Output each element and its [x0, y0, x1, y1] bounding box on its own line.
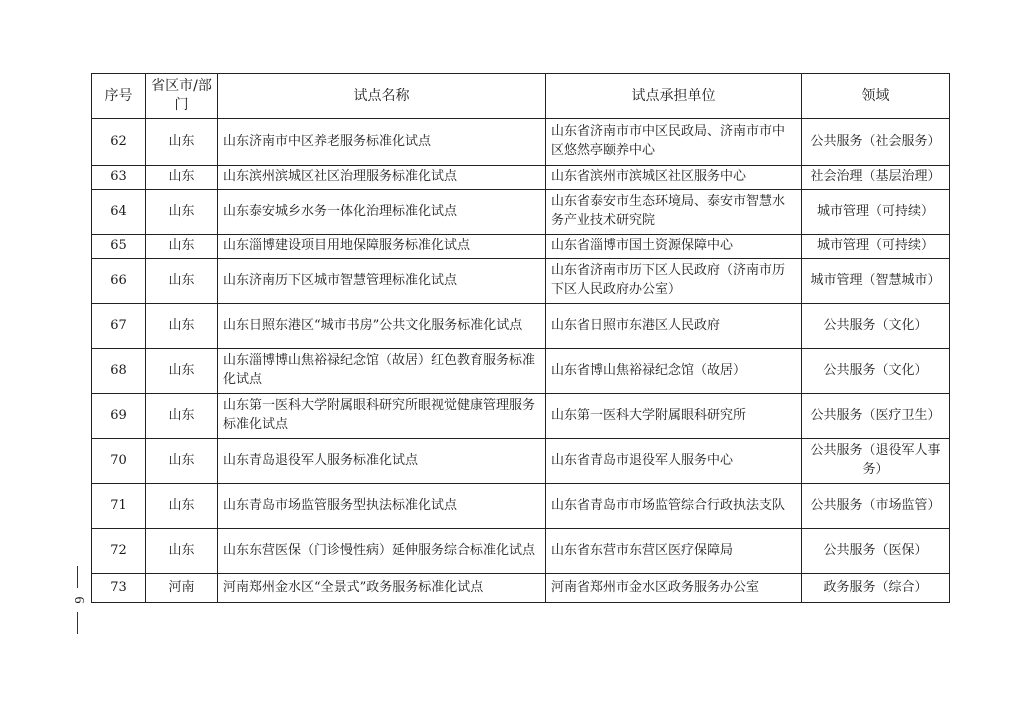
cell-unit: 山东省博山焦裕禄纪念馆（故居） [546, 349, 802, 394]
cell-unit: 山东省济南市历下区人民政府（济南市历下区人民政府办公室） [546, 259, 802, 304]
cell-name: 山东青岛退役军人服务标准化试点 [218, 439, 546, 484]
cell-no: 66 [92, 259, 146, 304]
cell-province: 山东 [146, 529, 218, 574]
page-number-mark [68, 566, 88, 636]
cell-no: 65 [92, 235, 146, 259]
cell-unit: 山东省东营市东营区医疗保障局 [546, 529, 802, 574]
cell-name: 山东淄博建设项目用地保障服务标准化试点 [218, 235, 546, 259]
header-name: 试点名称 [218, 74, 546, 119]
cell-name: 山东东营医保（门诊慢性病）延伸服务综合标准化试点 [218, 529, 546, 574]
cell-province: 山东 [146, 119, 218, 166]
cell-name: 山东滨州滨城区社区治理服务标准化试点 [218, 166, 546, 190]
cell-name: 山东日照东港区“城市书房”公共文化服务标准化试点 [218, 304, 546, 349]
cell-field: 社会治理（基层治理） [802, 166, 950, 190]
page-mark-line-bottom [77, 612, 78, 634]
table-row [92, 484, 950, 529]
cell-field: 政务服务（综合） [802, 574, 950, 603]
table-row [92, 574, 950, 603]
header-no: 序号 [92, 74, 146, 119]
cell-unit: 山东省日照市东港区人民政府 [546, 304, 802, 349]
table-row [92, 259, 950, 304]
cell-name: 河南郑州金水区“全景式”政务服务标准化试点 [218, 574, 546, 603]
cell-field: 公共服务（市场监管） [802, 484, 950, 529]
cell-field: 城市管理（可持续） [802, 235, 950, 259]
cell-field: 公共服务（医疗卫生） [802, 394, 950, 439]
cell-field: 公共服务（文化） [802, 349, 950, 394]
table-row [92, 529, 950, 574]
cell-no: 63 [92, 166, 146, 190]
table-row [92, 349, 950, 394]
cell-field: 公共服务（退役军人事务） [802, 439, 950, 484]
cell-name: 山东泰安城乡水务一体化治理标准化试点 [218, 190, 546, 235]
cell-province: 山东 [146, 259, 218, 304]
cell-no: 68 [92, 349, 146, 394]
table-row [92, 166, 950, 190]
cell-name: 山东济南市中区养老服务标准化试点 [218, 119, 546, 166]
header-field: 领域 [802, 74, 950, 119]
cell-no: 73 [92, 574, 146, 603]
table-row [92, 119, 950, 166]
table-row [92, 439, 950, 484]
cell-province: 山东 [146, 304, 218, 349]
table-header-row [92, 74, 950, 119]
pilot-list-table [91, 73, 950, 603]
cell-province: 河南 [146, 574, 218, 603]
table-row [92, 190, 950, 235]
cell-name: 山东淄博博山焦裕禄纪念馆（故居）红色教育服务标准化试点 [218, 349, 546, 394]
cell-province: 山东 [146, 484, 218, 529]
cell-province: 山东 [146, 349, 218, 394]
cell-unit: 山东省淄博市国土资源保障中心 [546, 235, 802, 259]
cell-name: 山东第一医科大学附属眼科研究所眼视觉健康管理服务标准化试点 [218, 394, 546, 439]
cell-province: 山东 [146, 439, 218, 484]
cell-name: 山东青岛市场监管服务型执法标准化试点 [218, 484, 546, 529]
cell-no: 64 [92, 190, 146, 235]
cell-no: 72 [92, 529, 146, 574]
cell-province: 山东 [146, 394, 218, 439]
cell-no: 62 [92, 119, 146, 166]
cell-field: 公共服务（医保） [802, 529, 950, 574]
cell-no: 70 [92, 439, 146, 484]
cell-field: 公共服务（社会服务） [802, 119, 950, 166]
cell-province: 山东 [146, 190, 218, 235]
page-mark-line-top [77, 566, 78, 588]
cell-unit: 山东省济南市市中区民政局、济南市市中区悠然亭颐养中心 [546, 119, 802, 166]
cell-field: 城市管理（可持续） [802, 190, 950, 235]
table-row [92, 235, 950, 259]
cell-field: 公共服务（文化） [802, 304, 950, 349]
cell-unit: 山东省滨州市滨城区社区服务中心 [546, 166, 802, 190]
header-unit: 试点承担单位 [546, 74, 802, 119]
cell-unit: 山东省青岛市退役军人服务中心 [546, 439, 802, 484]
cell-province: 山东 [146, 166, 218, 190]
cell-name: 山东济南历下区城市智慧管理标准化试点 [218, 259, 546, 304]
table-body [92, 119, 950, 603]
cell-unit: 山东省泰安市生态环境局、泰安市智慧水务产业技术研究院 [546, 190, 802, 235]
cell-no: 71 [92, 484, 146, 529]
table-row [92, 304, 950, 349]
cell-no: 67 [92, 304, 146, 349]
cell-no: 69 [92, 394, 146, 439]
cell-unit: 山东省青岛市市场监管综合行政执法支队 [546, 484, 802, 529]
cell-unit: 河南省郑州市金水区政务服务办公室 [546, 574, 802, 603]
header-province: 省区市/部门 [146, 74, 218, 119]
cell-unit: 山东第一医科大学附属眼科研究所 [546, 394, 802, 439]
cell-field: 城市管理（智慧城市） [802, 259, 950, 304]
page-number: 6 [71, 596, 86, 604]
table-row [92, 394, 950, 439]
cell-province: 山东 [146, 235, 218, 259]
